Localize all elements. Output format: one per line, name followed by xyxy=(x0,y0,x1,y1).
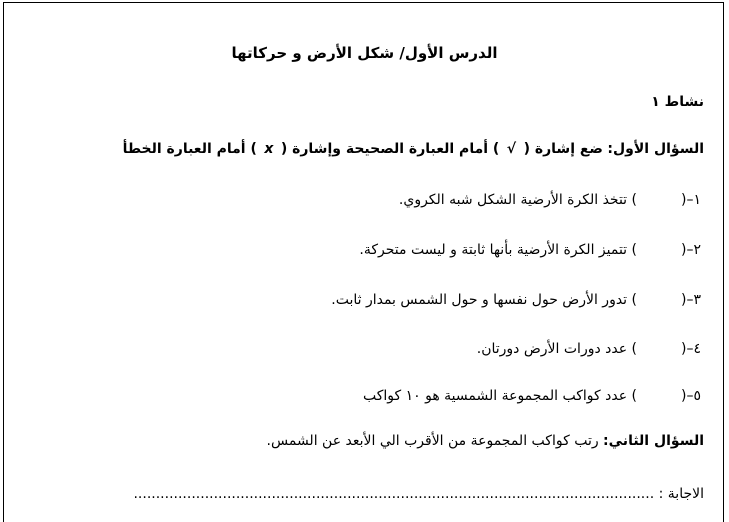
question-1-head: السؤال الأول: xyxy=(607,141,704,157)
statement-text: ) عدد دورات الأرض دورتان. xyxy=(476,341,637,357)
statement-item xyxy=(477,341,701,357)
cross-mark-icon: x xyxy=(264,141,274,157)
statement-number: ١–( xyxy=(681,192,701,208)
question-2 xyxy=(267,433,704,449)
question-2-head: السؤال الثاني: xyxy=(603,433,704,449)
worksheet-page xyxy=(3,2,724,522)
statement-number: ٣–( xyxy=(681,292,701,308)
statement-number: ٤–( xyxy=(681,341,701,357)
check-mark-icon: √ xyxy=(506,141,517,157)
statement-item xyxy=(363,388,701,404)
lesson-title: الدرس الأول/ شكل الأرض و حركاتها xyxy=(231,44,498,62)
statement-number: ٥–( xyxy=(681,388,701,404)
question-2-text: رتب كواكب المجموعة من الأقرب الي الأبعد عن الشمس. xyxy=(266,433,604,449)
statement-item xyxy=(359,242,701,258)
activity-label: نشاط ١ xyxy=(651,94,704,110)
statement-text: ) تتميز الكرة الأرضية بأنها ثابتة و ليست متحركة. xyxy=(359,242,637,258)
statement-item xyxy=(399,192,701,208)
question-1-part3: ) أمام العبارة الخطأ xyxy=(122,141,257,157)
statement-number: ٢–( xyxy=(681,242,701,258)
answer-label: الاجابة : xyxy=(654,486,704,502)
statement-text: ) عدد كواكب المجموعة الشمسية هو ١٠ كواكب xyxy=(362,388,637,404)
answer-line xyxy=(133,486,704,502)
question-1-part1: ضع إشارة ( xyxy=(523,141,603,157)
statement-text: ) تتخذ الكرة الأرضية الشكل شبه الكروي. xyxy=(398,192,637,208)
statement-item xyxy=(331,292,701,308)
answer-dotted-field[interactable]: ..................................................................................................................... xyxy=(133,486,655,502)
question-1-part2: ) أمام العبارة الصحيحة وإشارة ( xyxy=(280,141,500,157)
statement-text: ) تدور الأرض حول نفسها و حول الشمس بمدار ثابت. xyxy=(331,292,637,308)
question-1 xyxy=(123,141,704,157)
